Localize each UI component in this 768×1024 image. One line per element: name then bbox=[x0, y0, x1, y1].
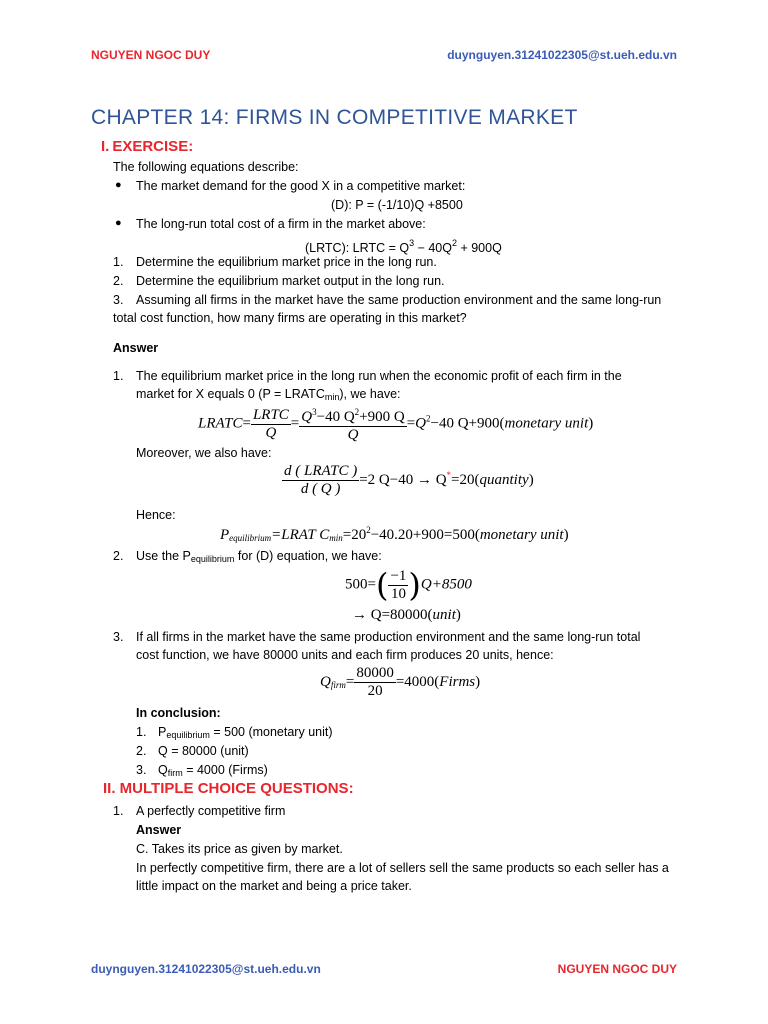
conclusion-label: In conclusion: bbox=[136, 706, 221, 720]
answer-1-line-1: The equilibrium market price in the long run when the economic profit of each firm in the bbox=[136, 369, 622, 383]
conclusion-3: $Q_{firm} = 4000$ (Firms) bbox=[158, 763, 268, 778]
answer-1-line-2: market for X equals 0 $(P = LRATC_{min})$, we have: bbox=[136, 387, 401, 402]
exercise-bullet-cost: The long-run total cost of a firm in the market above: bbox=[136, 217, 426, 231]
question-number: 3. bbox=[113, 293, 124, 307]
question-number: 2. bbox=[113, 274, 124, 288]
demand-equation: (D): P = (-1/10)Q +8500 bbox=[331, 198, 463, 212]
mcq-answer-label: Answer bbox=[136, 823, 182, 837]
hence-text: Hence: bbox=[136, 508, 176, 522]
exercise-bullet-demand: The market demand for the good X in a competitive market: bbox=[136, 179, 466, 193]
conclusion-1: $P_{equilibrium} = 500$ (monetary unit) bbox=[158, 725, 333, 740]
question-1: Determine the equilibrium market price in the long run. bbox=[136, 255, 437, 269]
answer-3-line-2: cost function, we have 80000 units and each firm produces 20 units, hence: bbox=[136, 648, 554, 662]
mcq-explanation-line-2: little impact on the market and being a price taker. bbox=[136, 879, 412, 893]
lrtc-equation: (LRTC): LRTC = $Q^3 - 40Q^2 + 900Q$ bbox=[305, 238, 502, 255]
conclusion-number: 1. bbox=[136, 725, 147, 739]
mcq-answer: C. Takes its price as given by market. bbox=[136, 842, 343, 856]
conclusion-number: 3. bbox=[136, 763, 147, 777]
question-3-line-1: Assuming all firms in the market have the same production environment and the same long-run bbox=[136, 293, 662, 307]
equation-demand-substitution: 500=( $\frac{-1}{10}$ )Q+8500 bbox=[345, 566, 472, 604]
answer-2-text: Use the $P_{equilibrium}$ for (D) equation, we have: bbox=[136, 549, 382, 564]
mcq-number: 1. bbox=[113, 804, 124, 818]
equation-q-result: → Q=80000(unit) bbox=[352, 607, 461, 623]
conclusion-2: Q = 80000 (unit) bbox=[158, 744, 249, 758]
answer-number: 3. bbox=[113, 630, 124, 644]
question-3-line-2: total cost function, how many firms are operating in this market? bbox=[113, 311, 467, 325]
header-email: duynguyen.31241022305@st.ueh.edu.vn bbox=[447, 48, 677, 62]
equation-q-firm: $Q_{firm}=$ $\frac{80000}{20}$ =4000(Firms) bbox=[320, 665, 481, 699]
answer-3-line-1: If all firms in the market have the same production environment and the same long-run total bbox=[136, 630, 641, 644]
footer-email: duynguyen.31241022305@st.ueh.edu.vn bbox=[91, 962, 321, 976]
header-author-name: NGUYEN NGOC DUY bbox=[91, 48, 211, 62]
answer-number: 2. bbox=[113, 549, 124, 563]
page-title: CHAPTER 14: FIRMS IN COMPETITIVE MARKET bbox=[91, 106, 578, 129]
exercise-intro: The following equations describe: bbox=[113, 160, 299, 174]
equation-lratc: LRATC= $\frac{\text{LRTC}}{Q}$ = $\frac{Q^3-40 Q^2+900 Q}{Q}$ $=Q^2-40$ Q+900(monetary unit) bbox=[198, 404, 593, 444]
moreover-text: Moreover, we also have: bbox=[136, 446, 272, 460]
question-2: Determine the equilibrium market output in the long run. bbox=[136, 274, 445, 288]
footer-author-name: NGUYEN NGOC DUY bbox=[557, 962, 677, 976]
conclusion-number: 2. bbox=[136, 744, 147, 758]
equation-p-equilibrium: $P_{equilibrium}=LRAT$ $C_{min}=20^2-40.20+900=500(monetary$ unit) bbox=[220, 525, 569, 543]
section-exercise-heading: I. EXERCISE: bbox=[101, 138, 194, 155]
question-number: 1. bbox=[113, 255, 124, 269]
answer-label: Answer bbox=[113, 341, 159, 355]
mcq-question-1: A perfectly competitive firm bbox=[136, 804, 286, 818]
mcq-explanation-line-1: In perfectly competitive firm, there are a lot of sellers sell the same products so each seller has a bbox=[136, 861, 669, 875]
answer-number: 1. bbox=[113, 369, 124, 383]
bullet-icon: ● bbox=[115, 179, 122, 191]
section-mcq-heading: II. MULTIPLE CHOICE QUESTIONS: bbox=[103, 780, 354, 797]
equation-derivative: $\frac{\text{d ( LRATC )}}{d ( Q )}$ =2 Q−40 → Q*=20(quantity) bbox=[284, 463, 534, 497]
bullet-icon: ● bbox=[115, 217, 122, 229]
